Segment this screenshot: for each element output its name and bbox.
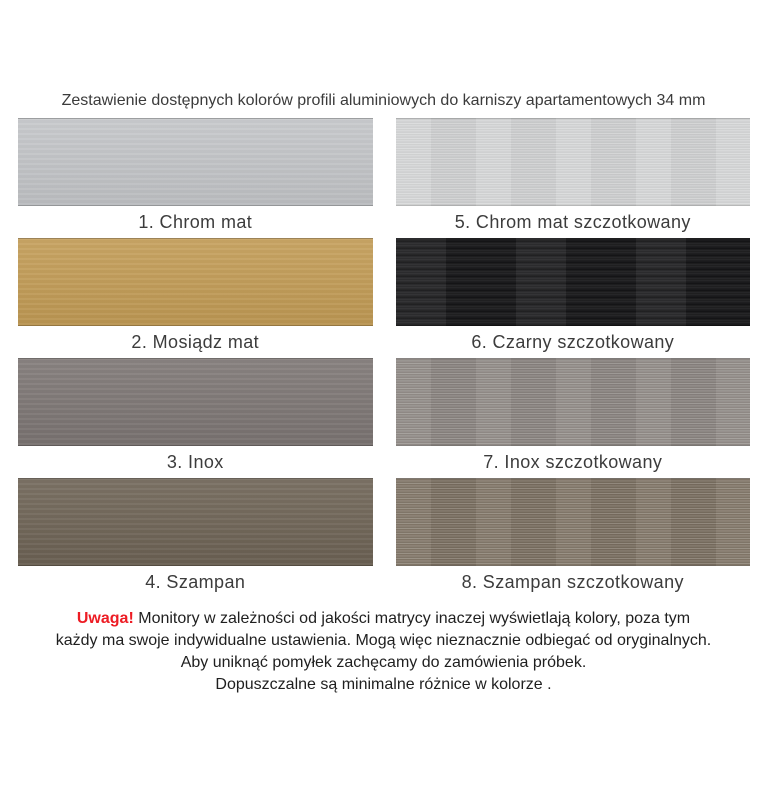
swatch-label-czarny-szczotkowany: 6. Czarny szczotkowany <box>471 331 675 352</box>
swatch-label-chrom-mat-szczotkowany: 5. Chrom mat szczotkowany <box>454 211 691 232</box>
swatch-mosiadz-mat <box>18 238 373 326</box>
disclaimer-line-3: Aby uniknąć pomyłek zachęcamy do zamówienia próbek. <box>180 654 587 671</box>
swatch-label-inox: 3. Inox <box>166 451 224 472</box>
swatch-label-szampan-szczotkowany: 8. Szampan szczotkowany <box>461 571 684 592</box>
swatch-cell-mosiadz-mat <box>18 238 373 358</box>
swatch-label-chrom-mat: 1. Chrom mat <box>138 211 253 232</box>
swatch-chrom-mat <box>18 118 373 206</box>
swatch-cell-szampan-szczotkowany <box>396 478 751 598</box>
disclaimer-line-1 <box>0 608 767 630</box>
disclaimer-line-4: Dopuszczalne są minimalne różnice w kolorze . <box>215 676 552 693</box>
swatch-cell-inox <box>18 358 373 478</box>
swatch-label-szampan: 4. Szampan <box>145 571 246 592</box>
swatch-inox-szczotkowany <box>396 358 751 446</box>
swatch-czarny-szczotkowany <box>396 238 751 326</box>
swatch-szampan <box>18 478 373 566</box>
swatch-label-mosiadz-mat: 2. Mosiądz mat <box>131 331 260 352</box>
swatch-cell-chrom-mat <box>18 118 373 238</box>
warning-label: Uwaga! <box>76 610 134 627</box>
swatch-inox <box>18 358 373 446</box>
swatch-grid <box>0 118 767 598</box>
swatch-cell-chrom-mat-szczotkowany <box>396 118 751 238</box>
color-disclaimer <box>0 608 767 696</box>
swatch-cell-czarny-szczotkowany <box>396 238 751 358</box>
disclaimer-line-2: każdy ma swoje indywidualne ustawienia. Mogą więc nieznacznie odbiegać od oryginalnych. <box>55 632 712 649</box>
swatch-label-inox-szczotkowany: 7. Inox szczotkowany <box>483 451 663 472</box>
disclaimer-line-1-text: Monitory w zależności od jakości matrycy inaczej wyświetlają kolory, poza tym <box>138 610 691 627</box>
swatch-chrom-mat-szczotkowany <box>396 118 751 206</box>
page-title: Zestawienie dostępnych kolorów profili aluminiowych do karniszy apartamentowych 34 mm <box>61 92 706 109</box>
swatch-cell-inox-szczotkowany <box>396 358 751 478</box>
swatch-cell-szampan <box>18 478 373 598</box>
swatch-szampan-szczotkowany <box>396 478 751 566</box>
